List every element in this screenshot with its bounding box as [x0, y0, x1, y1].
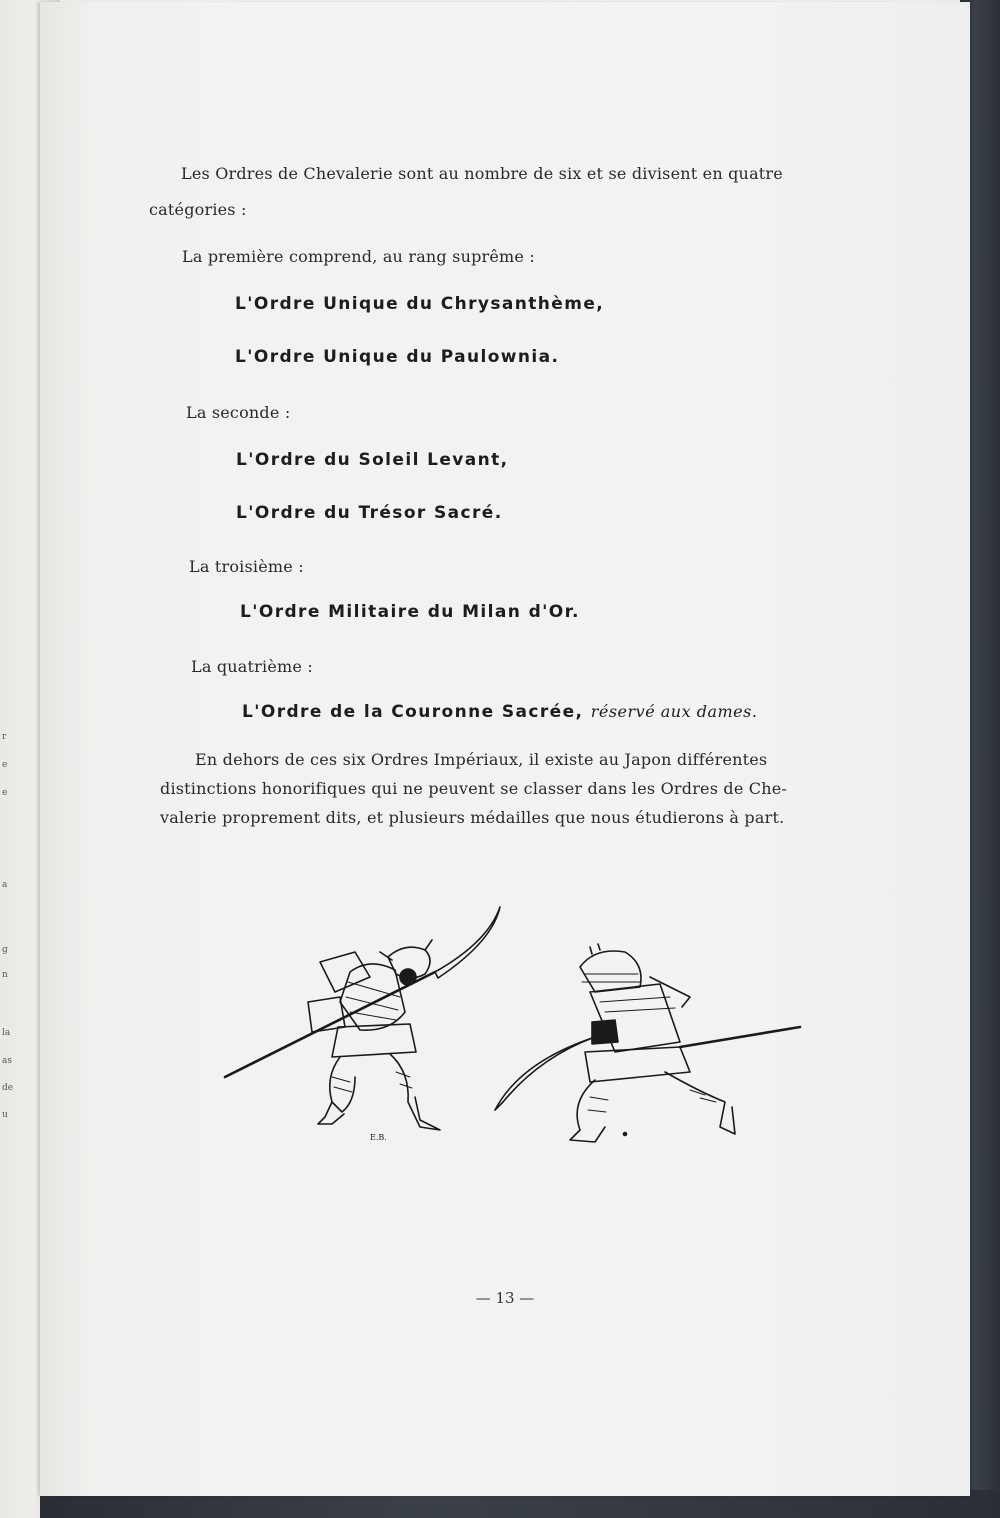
fourth-category-label: La quatrième : — [191, 657, 313, 676]
left-samurai — [225, 907, 500, 1130]
illustration-signature: E.B. — [370, 1133, 387, 1142]
edge-letter: e — [2, 788, 8, 798]
book-page — [40, 2, 970, 1496]
intro-line-1: Les Ordres de Chevalerie sont au nombre de six et se divisent en quatre — [181, 164, 783, 183]
second-category-label: La seconde : — [186, 403, 291, 422]
order-rising-sun: L'Ordre du Soleil Levant, — [236, 450, 509, 470]
third-category-label: La troisième : — [189, 557, 304, 576]
edge-letter: g — [2, 945, 8, 955]
closing-line-1: En dehors de ces six Ordres Impériaux, il existe au Japon différentes — [195, 750, 768, 769]
samurai-duel-illustration — [220, 902, 810, 1152]
edge-letter: a — [2, 880, 8, 890]
order-sacred-treasure: L'Ordre du Trésor Sacré. — [236, 503, 503, 523]
order-sacred-crown-note: réservé aux dames. — [590, 702, 758, 721]
edge-letter: e — [2, 760, 8, 770]
facing-page-text-fragments — [0, 0, 20, 1518]
order-paulownia: L'Ordre Unique du Paulownia. — [235, 347, 560, 367]
closing-line-2: distinctions honorifiques qui ne peuvent se classer dans les Ordres de Che- — [160, 779, 788, 798]
order-sacred-crown — [242, 702, 757, 722]
intro-line-2: catégories : — [149, 200, 247, 219]
closing-line-3: valerie proprement dits, et plusieurs médailles que nous étudierons à part. — [160, 808, 785, 827]
edge-letter: r — [2, 732, 7, 742]
order-chrysanthemum: L'Ordre Unique du Chrysanthème, — [235, 294, 605, 314]
edge-letter: de — [2, 1083, 14, 1093]
edge-letter: u — [2, 1110, 8, 1120]
order-golden-kite: L'Ordre Militaire du Milan d'Or. — [240, 602, 580, 622]
edge-letter: n — [2, 970, 8, 980]
edge-letter: as — [2, 1056, 12, 1066]
right-samurai — [495, 944, 800, 1142]
order-sacred-crown-name: L'Ordre de la Couronne Sacrée, — [242, 702, 584, 722]
first-category-label: La première comprend, au rang suprême : — [182, 247, 535, 266]
page-number: — 13 — — [475, 1289, 535, 1307]
edge-letter: la — [2, 1028, 11, 1038]
